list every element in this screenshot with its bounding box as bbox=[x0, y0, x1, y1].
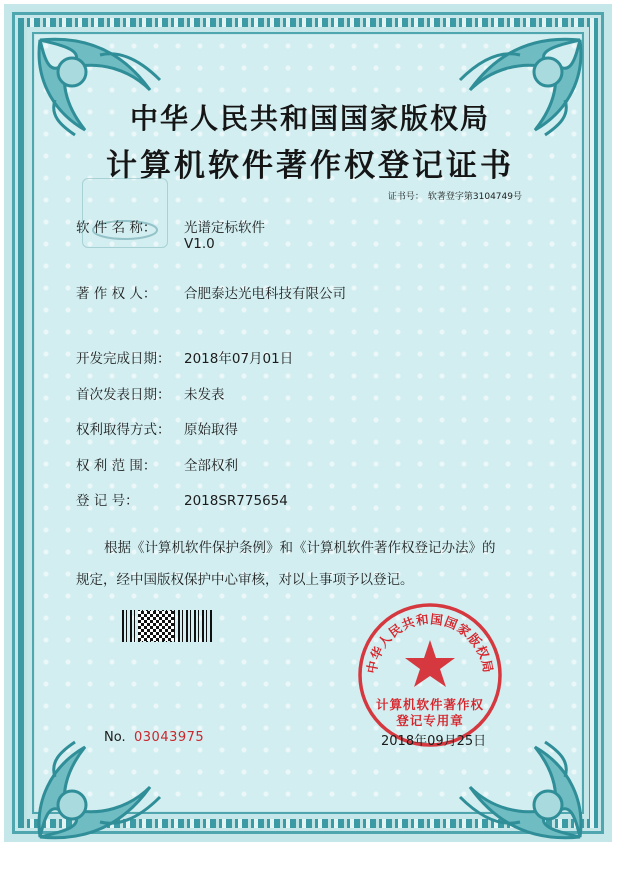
serial-label: No. bbox=[104, 730, 126, 745]
software-version: V1.0 bbox=[184, 236, 215, 252]
acquire-method-row bbox=[76, 418, 238, 438]
first-publish-value: 未发表 bbox=[184, 387, 225, 403]
certificate-number bbox=[384, 189, 522, 202]
seal-line-1: 计算机软件著作权 bbox=[375, 697, 484, 712]
certificate-title: 计算机软件著作权登记证书 bbox=[106, 148, 514, 184]
owner-value: 合肥泰达光电科技有限公司 bbox=[184, 286, 346, 302]
serial-number: 03043975 bbox=[134, 730, 205, 745]
statement-line-2: 规定，经中国版权保护中心审核，对以上事项予以登记。 bbox=[76, 572, 414, 588]
registration-label: 登 记 号： bbox=[76, 493, 139, 509]
qr-code-icon bbox=[138, 611, 174, 641]
rights-scope-value: 全部权利 bbox=[184, 458, 238, 474]
corner-ornament-icon bbox=[440, 737, 590, 847]
acquire-method-label: 权利取得方式： bbox=[76, 422, 171, 438]
seal-line-2: 登记专用章 bbox=[396, 713, 464, 728]
owner-label: 著 作 权 人： bbox=[76, 286, 157, 302]
statement-line-1: 根据《计算机软件保护条例》和《计算机软件著作权登记办法》的 bbox=[104, 540, 496, 556]
completion-date-label: 开发完成日期： bbox=[76, 351, 171, 367]
issue-date: 2018年09月25日 bbox=[381, 734, 487, 749]
certificate-number-value: 软著登字第3104749号 bbox=[427, 192, 522, 202]
registration-value: 2018SR775654 bbox=[184, 493, 288, 509]
first-publish-row bbox=[76, 383, 225, 403]
corner-ornament-icon bbox=[30, 737, 180, 847]
completion-date-value: 2018年07月01日 bbox=[184, 351, 294, 367]
owner-row bbox=[76, 282, 346, 302]
software-name-row bbox=[76, 216, 265, 252]
acquire-method-value: 原始取得 bbox=[184, 422, 238, 438]
software-name-label: 软 件 名 称： bbox=[76, 220, 157, 236]
registration-statement bbox=[76, 532, 546, 596]
first-publish-label: 首次发表日期： bbox=[76, 387, 171, 403]
issuer-title: 中华人民共和国国家版权局 bbox=[129, 102, 490, 135]
rights-scope-label: 权 利 范 围： bbox=[76, 458, 157, 474]
rights-scope-row bbox=[76, 454, 238, 474]
registration-row bbox=[76, 489, 288, 509]
software-name-value: 光谱定标软件 bbox=[184, 220, 265, 236]
seal-ring-text: 中华人民共和国国家版权局 bbox=[363, 611, 497, 675]
certificate-number-label: 证书号： bbox=[387, 192, 424, 202]
completion-date-row bbox=[76, 347, 293, 367]
